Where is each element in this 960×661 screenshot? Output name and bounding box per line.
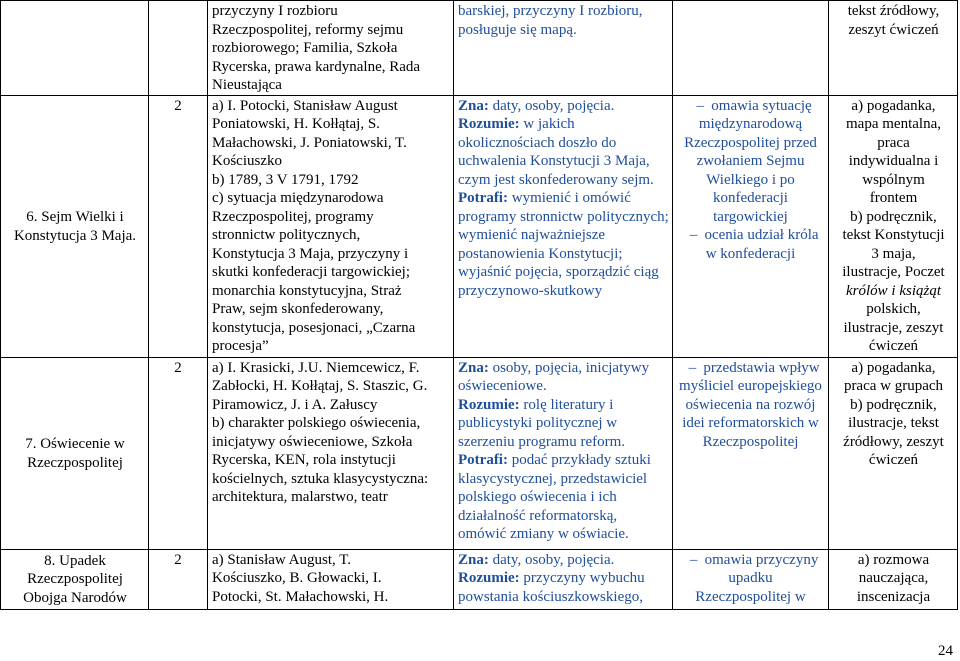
content-line: Piramowicz, J. i A. Załuscy	[212, 396, 378, 413]
content-line: Potocki, St. Małachowski, H.	[212, 588, 389, 605]
content-line: stronnictw politycznych,	[212, 227, 361, 243]
content-line: a) I. Krasicki, J.U. Niemcewicz, F.	[212, 359, 420, 376]
table-row	[1, 549, 958, 609]
topic-cell: 6. Sejm Wielki i Konstytucja 3 Maja.	[1, 95, 149, 357]
hours-cell: 2	[149, 357, 208, 549]
topic-cell: 8. Upadek Rzeczpospolitej Obojga Narodów	[1, 549, 149, 609]
effects-cell	[673, 549, 829, 609]
goal-label: Rozumie:	[458, 570, 520, 586]
content-line: b) charakter polskiego oświecenia,	[212, 415, 421, 431]
goals-cell	[454, 549, 673, 609]
goal-label: Zna:	[458, 359, 489, 376]
content-line: a) Stanisław August, T.	[212, 551, 352, 568]
content-line: monarchia konstytucyjna, Straż	[212, 282, 402, 299]
means-line: a) pogadanka,	[851, 359, 936, 376]
content-line: c) sytuacja międzynarodowa	[212, 190, 384, 206]
means-line: inscenizacja	[856, 588, 931, 605]
goal-line: posługuje się mapą.	[458, 21, 577, 38]
goal-label: Zna:	[458, 551, 489, 568]
goal-item	[458, 451, 669, 544]
content-line: kościelnych, sztuka klasycystyczna:	[212, 470, 429, 487]
table-row	[1, 357, 958, 549]
means-line: źródłowy, zeszyt	[843, 433, 944, 450]
goal-label: Rozumie:	[458, 396, 520, 413]
means-line: 3 maja,	[871, 245, 916, 262]
effect-bullet: –	[689, 551, 698, 568]
means-line: b) podręcznik,	[850, 208, 937, 225]
content-line: architektura, malarstwo, teatr	[212, 489, 388, 505]
content-line: Małachowski, J. Poniatowski, T.	[212, 134, 407, 151]
goal-text: rolę literatury i publicystyki politycznej w szerzeniu programu reform.	[458, 396, 626, 450]
effect-bullet: –	[689, 227, 698, 243]
effect-item	[679, 551, 822, 607]
goal-item	[458, 359, 669, 396]
goal-item	[458, 396, 669, 452]
content-line: Kościuszko	[212, 153, 282, 169]
goal-line: barskiej, przyczyny I rozbioru,	[458, 3, 643, 19]
means-line: ćwiczeń	[868, 338, 919, 354]
goal-text: podać przykłady sztuki klasycystycznej, przedstawiciel polskiego oświecenia i ich działalność reformatorską, omówić zmiany w oświacie.	[458, 452, 651, 542]
goal-text: w jakich okolicznościach doszło do uchwalenia Konstytucji 3 Maja, czym jest skonfederowany sejm.	[458, 116, 654, 188]
content-line: Nieustająca	[212, 77, 282, 93]
means-line-italic: królów i książąt	[845, 282, 941, 299]
hours-cell: 2	[149, 549, 208, 609]
means-line: tekst źródłowy,	[847, 3, 940, 19]
means-cell	[829, 357, 958, 549]
content-cell	[208, 357, 454, 549]
means-cell	[829, 95, 958, 357]
content-line: Praw, sejm skonfederowany,	[212, 301, 384, 317]
means-line: polskich,	[866, 301, 921, 317]
goals-cell	[454, 95, 673, 357]
goal-label: Potrafi:	[458, 190, 508, 206]
table-row	[1, 1, 958, 96]
content-line: Kościuszko, B. Głowacki, I.	[212, 570, 382, 586]
means-line: ćwiczeń	[868, 452, 919, 468]
effect-bullet: –	[688, 359, 697, 376]
goal-item	[458, 189, 669, 300]
goal-label: Rozumie:	[458, 116, 520, 132]
content-cell	[208, 95, 454, 357]
goal-text: daty, osoby, pojęcia.	[492, 551, 615, 568]
means-line: frontem	[869, 190, 918, 206]
goal-item	[458, 569, 669, 606]
effects-cell	[673, 1, 829, 96]
effects-cell	[673, 95, 829, 357]
means-line: tekst Konstytucji	[842, 227, 945, 243]
effect-bullet: –	[696, 97, 705, 114]
page-number: 24	[938, 643, 953, 659]
topic-cell	[1, 1, 149, 96]
content-line: rozbiorowego; Familia, Szkoła	[212, 40, 398, 56]
goal-item	[458, 115, 669, 189]
hours-cell: 2	[149, 95, 208, 357]
topic-cell: 7. Oświecenie w Rzeczpospolitej	[1, 357, 149, 549]
content-line: konstytucja, posesjonaci, „Czarna	[212, 319, 416, 336]
content-line: Zabłocki, H. Kołłątaj, S. Staszic, G.	[212, 378, 428, 394]
means-line: wspólnym	[862, 171, 925, 188]
content-line: Rzeczpospolitej, reformy sejmu	[212, 21, 404, 38]
goals-cell	[454, 357, 673, 549]
goal-text: daty, osoby, pojęcia.	[492, 97, 615, 114]
means-line: praca	[877, 134, 910, 151]
content-line: Rzeczpospolitej, programy	[212, 208, 374, 225]
content-cell	[208, 1, 454, 96]
means-line: a) rozmowa	[857, 551, 930, 568]
goals-cell	[454, 1, 673, 96]
goal-label: Potrafi:	[458, 452, 508, 468]
effect-text: omawia przyczyny upadku Rzeczpospolitej w	[695, 551, 819, 605]
table-row	[1, 95, 958, 357]
content-line: a) I. Potocki, Stanisław August	[212, 97, 398, 114]
content-line: skutki konfederacji targowickiej;	[212, 264, 410, 280]
content-line: inicjatywy oświeceniowe, Szkoła	[212, 433, 413, 450]
effect-text: omawia sytuację międzynarodową Rzeczpospolitej przed zwołaniem Sejmu Wielkiego i po konfederacji targowickiej	[684, 97, 817, 225]
means-line: ilustracje, zeszyt	[843, 319, 944, 336]
content-line: procesja”	[212, 338, 269, 354]
means-line: nauczająca,	[858, 570, 929, 586]
means-line: zeszyt ćwiczeń	[848, 21, 939, 38]
content-line: Poniatowski, H. Kołłątaj, S.	[212, 116, 380, 132]
content-line: Rycerska, KEN, rola instytucji	[212, 452, 396, 468]
means-line: ilustracje, Poczet	[842, 264, 945, 280]
means-cell	[829, 1, 958, 96]
effect-text: przedstawia wpływ myśliciel europejskiego oświecenia na rozwój idei reformatorskich w Rzeczpospolitej	[679, 359, 822, 450]
content-line: przyczyny I rozbioru	[212, 3, 338, 19]
goal-text: przyczyny wybuchu powstania kościuszkowskiego,	[458, 570, 645, 605]
content-cell	[208, 549, 454, 609]
goal-text: osoby, pojęcia, inicjatywy oświeceniowe.	[458, 359, 650, 394]
means-line: ilustracje, tekst	[848, 415, 939, 431]
means-line: indywidualna i	[848, 153, 939, 169]
effect-text: ocenia udział króla w konfederacji	[704, 227, 819, 262]
effects-cell	[673, 357, 829, 549]
goal-label: Zna:	[458, 97, 489, 114]
goal-item	[458, 97, 669, 116]
goal-text: wymienić i omówić programy stronnictw politycznych; wymienić najważniejsze postanowienia Konstytucji; wyjaśnić pojęcia, sporządzić ciąg przyczynowo-skutkowy	[458, 190, 669, 299]
effect-item	[679, 226, 822, 263]
content-line: Konstytucja 3 Maja, przyczyny i	[212, 245, 409, 262]
means-line: mapa mentalna,	[846, 116, 941, 132]
content-line: Rycerska, prawa kardynalne, Rada	[212, 58, 421, 75]
effect-item	[679, 97, 822, 227]
effect-item	[679, 359, 822, 452]
hours-cell	[149, 1, 208, 96]
goal-item	[458, 551, 669, 570]
means-line: a) pogadanka,	[851, 97, 936, 114]
means-line: b) podręcznik,	[850, 396, 937, 413]
content-line: b) 1789, 3 V 1791, 1792	[212, 171, 359, 188]
means-cell	[829, 549, 958, 609]
means-line: praca w grupach	[843, 378, 944, 394]
